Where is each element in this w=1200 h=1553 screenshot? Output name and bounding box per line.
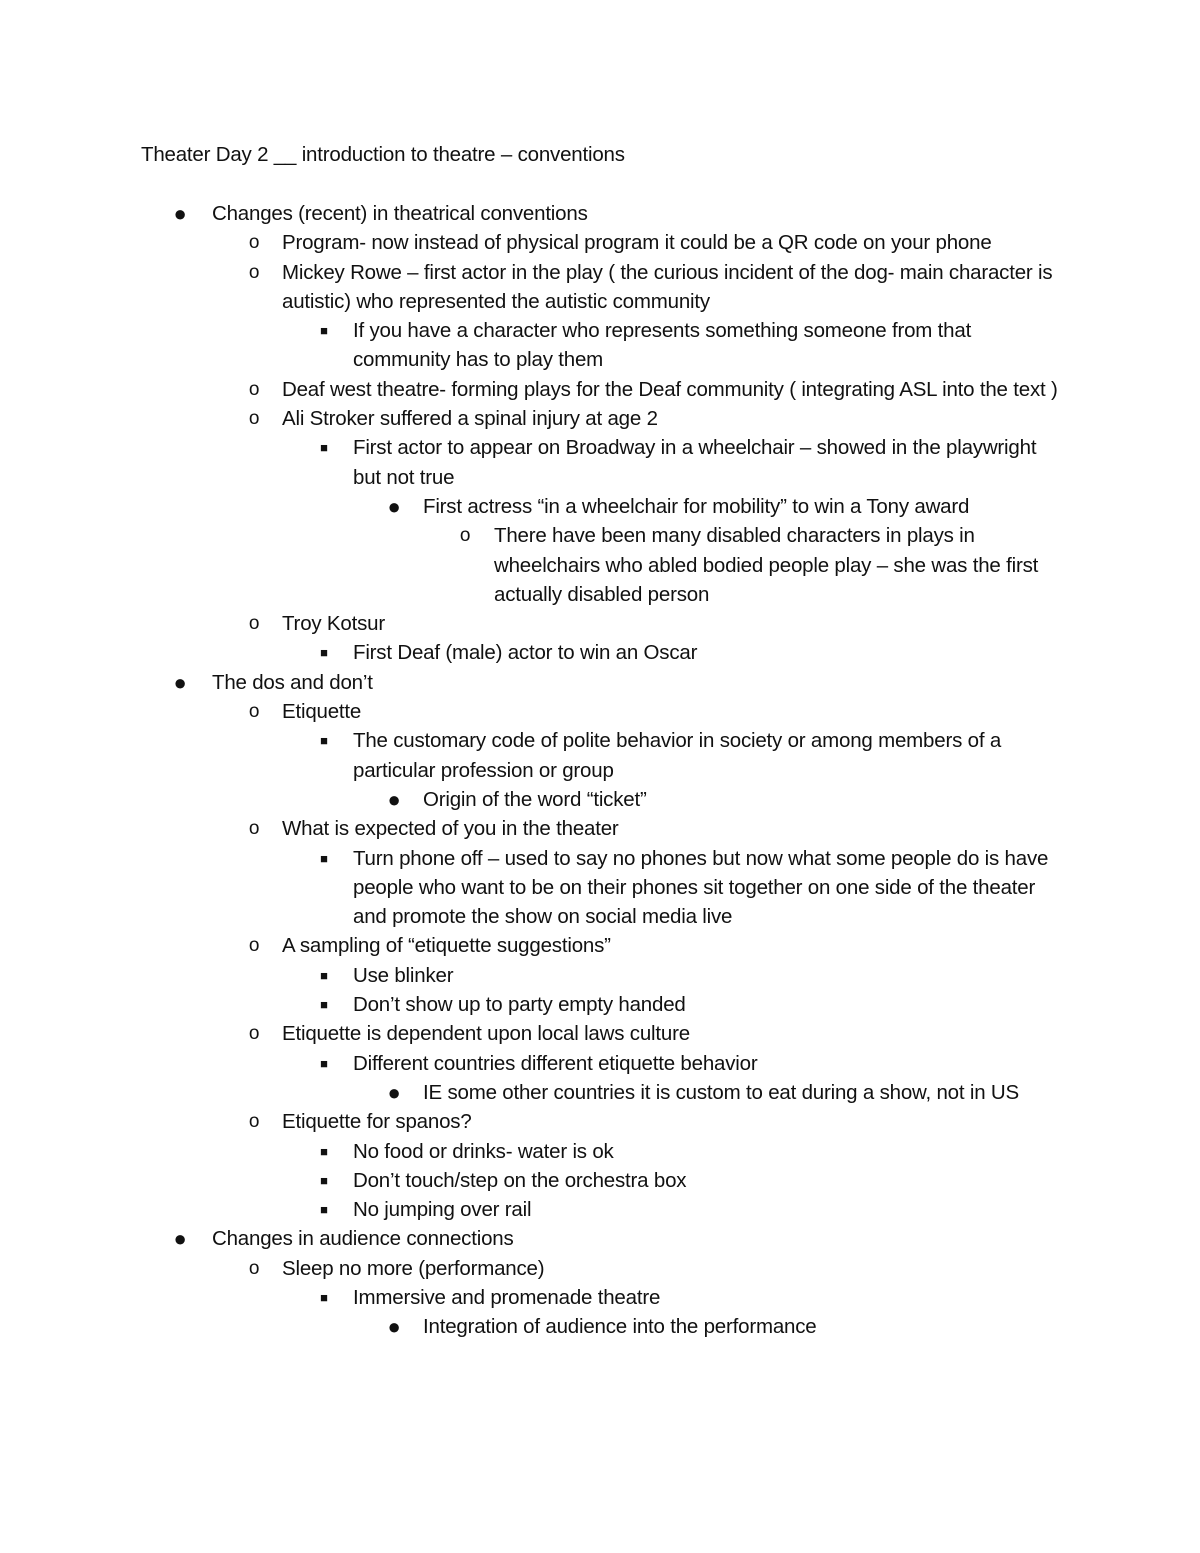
bullet-marker-icon: ● xyxy=(173,1226,187,1252)
outline-item-text: Use blinker xyxy=(353,963,454,987)
outline-item-text: Changes in audience connections xyxy=(212,1227,514,1251)
bullet-marker-icon: o xyxy=(248,818,260,840)
outline-item-level-5 xyxy=(0,521,1054,609)
outline-item-level-3 xyxy=(0,638,1063,667)
outline-item-level-2 xyxy=(0,228,1072,257)
bullet-marker-icon: ■ xyxy=(320,850,328,866)
outline-item-level-2 xyxy=(0,1019,1072,1048)
outline-item-level-1 xyxy=(0,199,1200,228)
bullet-marker-icon: ● xyxy=(387,786,401,812)
outline-item-level-2 xyxy=(0,375,1072,404)
outline-item-text: Ali Stroker suffered a spinal injury at age 2 xyxy=(282,407,658,431)
outline-item-text: No jumping over rail xyxy=(353,1198,532,1222)
outline-item-level-2 xyxy=(0,697,1072,726)
outline-item-text: What is expected of you in the theater xyxy=(282,817,619,841)
outline-item-level-4 xyxy=(0,1312,1063,1341)
bullet-marker-icon: o xyxy=(248,1111,260,1133)
bullet-marker-icon: ■ xyxy=(320,1172,328,1188)
outline-item-level-3 xyxy=(0,316,1063,375)
outline-item-text: The dos and don’t xyxy=(212,670,373,694)
bullet-marker-icon: ■ xyxy=(320,1202,328,1218)
notes-outline xyxy=(0,199,1200,1342)
outline-item-level-3 xyxy=(0,1137,1063,1166)
outline-item-level-2 xyxy=(0,1107,1072,1136)
outline-item-text: First actor to appear on Broadway in a wheelchair – showed in the playwright but not true xyxy=(353,436,1037,489)
outline-item-text: Sleep no more (performance) xyxy=(282,1256,545,1280)
outline-item-text: Origin of the word “ticket” xyxy=(423,787,647,811)
bullet-marker-icon: ● xyxy=(387,493,401,519)
outline-item-text: Don’t show up to party empty handed xyxy=(353,993,686,1017)
bullet-marker-icon: o xyxy=(248,1023,260,1045)
bullet-marker-icon: ■ xyxy=(320,645,328,661)
bullet-marker-icon: ● xyxy=(387,1079,401,1105)
outline-item-level-3 xyxy=(0,1195,1063,1224)
bullet-marker-icon: o xyxy=(248,701,260,723)
outline-item-level-3 xyxy=(0,726,1063,785)
outline-item-text: Etiquette is dependent upon local laws culture xyxy=(282,1022,690,1046)
outline-item-level-2 xyxy=(0,258,1072,317)
outline-item-text: Integration of audience into the performance xyxy=(423,1315,817,1339)
outline-item-text: Mickey Rowe – first actor in the play ( the curious incident of the dog- main character is autistic) who represented the autistic community xyxy=(282,260,1053,313)
bullet-marker-icon: ■ xyxy=(320,323,328,339)
outline-item-text: Troy Kotsur xyxy=(282,612,385,636)
bullet-marker-icon: ■ xyxy=(320,1289,328,1305)
outline-item-text: A sampling of “etiquette suggestions” xyxy=(282,934,611,958)
bullet-marker-icon: o xyxy=(248,613,260,635)
outline-item-text: Immersive and promenade theatre xyxy=(353,1285,661,1309)
outline-item-level-3 xyxy=(0,433,1063,492)
bullet-marker-icon: ■ xyxy=(320,967,328,983)
outline-item-text: There have been many disabled characters in plays in wheelchairs who abled bodied people play – she was the first actually disabled person xyxy=(494,524,1039,606)
bullet-marker-icon: o xyxy=(248,261,260,283)
outline-item-level-3 xyxy=(0,1049,1063,1078)
outline-item-text: Etiquette xyxy=(282,700,362,724)
outline-item-text: Changes (recent) in theatrical conventions xyxy=(212,202,588,225)
outline-item-level-3 xyxy=(0,961,1063,990)
bullet-marker-icon: o xyxy=(248,1257,260,1279)
outline-item-level-2 xyxy=(0,609,1072,638)
bullet-marker-icon: ● xyxy=(173,201,187,226)
page-title: Theater Day 2 __ introduction to theatre – conventions xyxy=(141,143,625,166)
outline-item-level-2 xyxy=(0,931,1072,960)
bullet-marker-icon: o xyxy=(459,525,471,547)
bullet-marker-icon: ■ xyxy=(320,1143,328,1159)
outline-item-level-2 xyxy=(0,814,1072,843)
outline-item-text: The customary code of polite behavior in society or among members of a particular profession or group xyxy=(353,729,1002,782)
outline-item-text: Don’t touch/step on the orchestra box xyxy=(353,1168,687,1192)
outline-item-level-4 xyxy=(0,1078,1063,1107)
bullet-marker-icon: ● xyxy=(173,669,187,695)
outline-item-level-4 xyxy=(0,492,1063,521)
bullet-marker-icon: ■ xyxy=(320,440,328,456)
outline-item-level-2 xyxy=(0,404,1072,433)
outline-item-level-4 xyxy=(0,785,1063,814)
bullet-marker-icon: ■ xyxy=(320,733,328,749)
outline-item-text: IE some other countries it is custom to eat during a show, not in US xyxy=(423,1080,1020,1104)
outline-item-text: First Deaf (male) actor to win an Oscar xyxy=(353,641,698,665)
outline-item-level-1 xyxy=(0,1224,1200,1253)
outline-item-level-1 xyxy=(0,668,1200,697)
outline-item-text: Turn phone off – used to say no phones but now what some people do is have people who want to be on their phones sit together on one side of the theater and promote the show on social media live xyxy=(353,846,1049,929)
outline-item-text: First actress “in a wheelchair for mobility” to win a Tony award xyxy=(423,494,970,518)
outline-item-text: Different countries different etiquette behavior xyxy=(353,1051,758,1075)
bullet-marker-icon: o xyxy=(248,408,260,430)
outline-item-text: No food or drinks- water is ok xyxy=(353,1139,614,1163)
outline-item-text: Program- now instead of physical program it could be a QR code on your phone xyxy=(282,231,992,255)
outline-item-level-3 xyxy=(0,990,1063,1019)
outline-item-text: Deaf west theatre- forming plays for the Deaf community ( integrating ASL into the text ) xyxy=(282,377,1058,401)
bullet-marker-icon: ■ xyxy=(320,997,328,1013)
bullet-marker-icon: ■ xyxy=(320,1055,328,1071)
bullet-marker-icon: o xyxy=(248,232,260,254)
outline-item-level-2 xyxy=(0,1254,1072,1283)
outline-item-level-3 xyxy=(0,1166,1063,1195)
outline-item-text: Etiquette for spanos? xyxy=(282,1110,472,1134)
outline-item-text: If you have a character who represents something someone from that community has to play them xyxy=(353,319,972,372)
bullet-marker-icon: o xyxy=(248,935,260,957)
outline-item-level-3 xyxy=(0,1283,1063,1312)
bullet-marker-icon: o xyxy=(248,378,260,400)
outline-item-level-3 xyxy=(0,844,1063,932)
bullet-marker-icon: ● xyxy=(387,1314,401,1340)
